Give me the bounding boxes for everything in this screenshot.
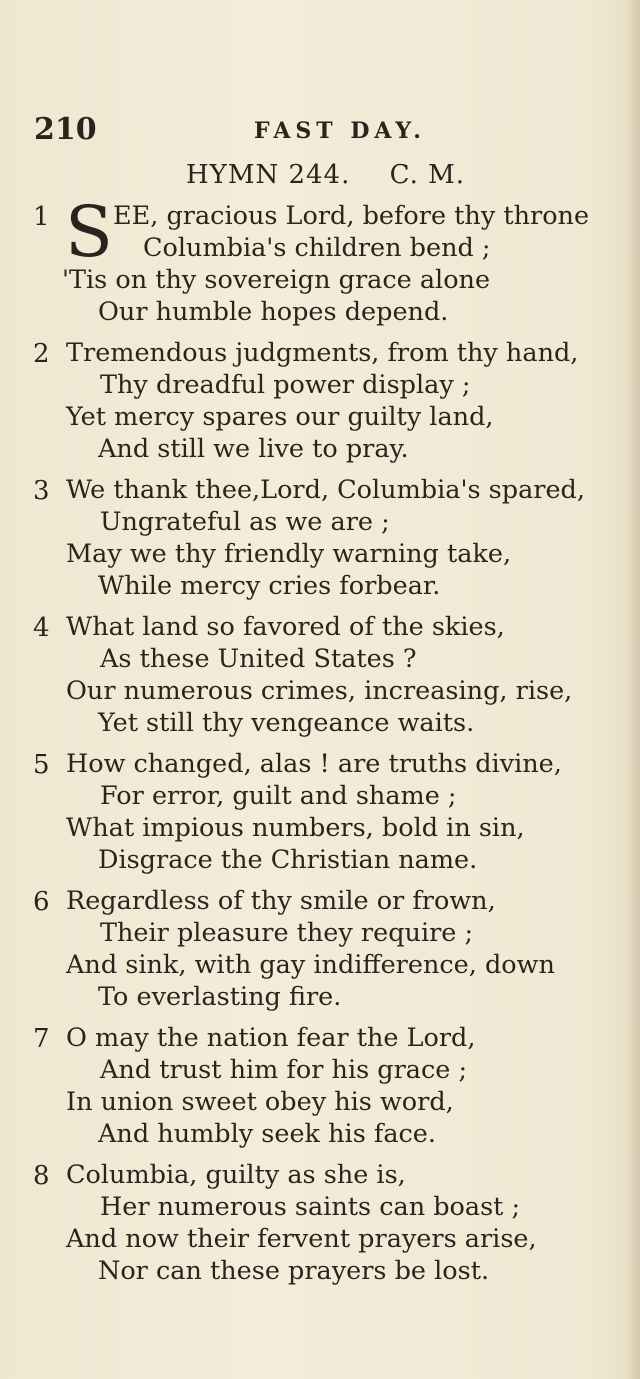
running-head: FAST DAY.: [254, 118, 426, 144]
verse-1: [0, 191, 640, 337]
verse-line: Yet mercy spares our guilty land,: [66, 402, 494, 432]
verse-line: And sink, with gay indifference, down: [66, 950, 555, 980]
verse-3: [0, 474, 640, 611]
verse-line: Regardless of thy smile or frown,: [66, 886, 496, 916]
verse-line: And still we live to pray.: [98, 434, 409, 464]
verse-line: Nor can these prayers be lost.: [98, 1256, 490, 1286]
verse-line: 'Tis on thy sovereign grace alone: [62, 265, 491, 295]
verse-line: Columbia, guilty as she is,: [66, 1160, 406, 1190]
verse-number: 3: [33, 476, 50, 506]
verse-line: As these United States ?: [100, 644, 417, 674]
verse-line: And now their fervent prayers arise,: [66, 1224, 537, 1254]
verse-line: We thank thee,Lord, Columbia's spared,: [66, 475, 585, 505]
verse-line: What land so favored of the skies,: [66, 612, 505, 642]
verse-6: [0, 885, 640, 1022]
verse-5: [0, 748, 640, 885]
verse-line: In union sweet obey his word,: [66, 1087, 454, 1117]
verse-line: EE, gracious Lord, before thy throne: [113, 201, 590, 231]
verse-line: O may the nation fear the Lord,: [66, 1023, 476, 1053]
page-header: [34, 112, 614, 152]
verse-line: May we thy friendly warning take,: [66, 539, 512, 569]
hymn-meter: C. M.: [389, 160, 466, 190]
verse-line: How changed, alas ! are truths divine,: [66, 749, 562, 779]
verse-line: Ungrateful as we are ;: [100, 507, 390, 537]
verse-line: Disgrace the Christian name.: [98, 845, 478, 875]
verse-line: Thy dreadful power display ;: [100, 370, 471, 400]
verse-line: And humbly seek his face.: [98, 1119, 436, 1149]
verse-2: [0, 337, 640, 474]
verse-number: 6: [33, 887, 50, 917]
verse-line: Her numerous saints can boast ;: [100, 1192, 521, 1222]
page-number: 210: [34, 112, 97, 147]
verse-line: While mercy cries forbear.: [98, 571, 441, 601]
verse-line: Tremendous judgments, from thy hand,: [66, 338, 579, 368]
verse-7: [0, 1022, 640, 1159]
verse-line: For error, guilt and shame ;: [100, 781, 457, 811]
hymn-number: HYMN 244.: [186, 160, 351, 190]
verse-line: Our numerous crimes, increasing, rise,: [66, 676, 573, 706]
verse-line: Their pleasure they require ;: [100, 918, 474, 948]
verse-number: 5: [33, 750, 50, 780]
verse-number: 2: [33, 339, 50, 369]
verse-line: Columbia's children bend ;: [143, 233, 491, 263]
verse-number: 8: [33, 1161, 50, 1191]
verse-number: 7: [33, 1024, 50, 1054]
verse-line: Yet still thy vengeance waits.: [98, 708, 475, 738]
verse-number: 1: [33, 202, 50, 232]
verse-8: [0, 1159, 640, 1296]
hymn-title: [186, 160, 465, 190]
verse-4: [0, 611, 640, 748]
verse-line: Our humble hopes depend.: [98, 297, 449, 327]
verse-line: And trust him for his grace ;: [100, 1055, 468, 1085]
drop-cap: S: [65, 191, 113, 273]
verse-number: 4: [33, 613, 50, 643]
verses: [0, 191, 640, 1296]
verse-line: To everlasting fire.: [98, 982, 342, 1012]
verse-line: What impious numbers, bold in sin,: [66, 813, 525, 843]
